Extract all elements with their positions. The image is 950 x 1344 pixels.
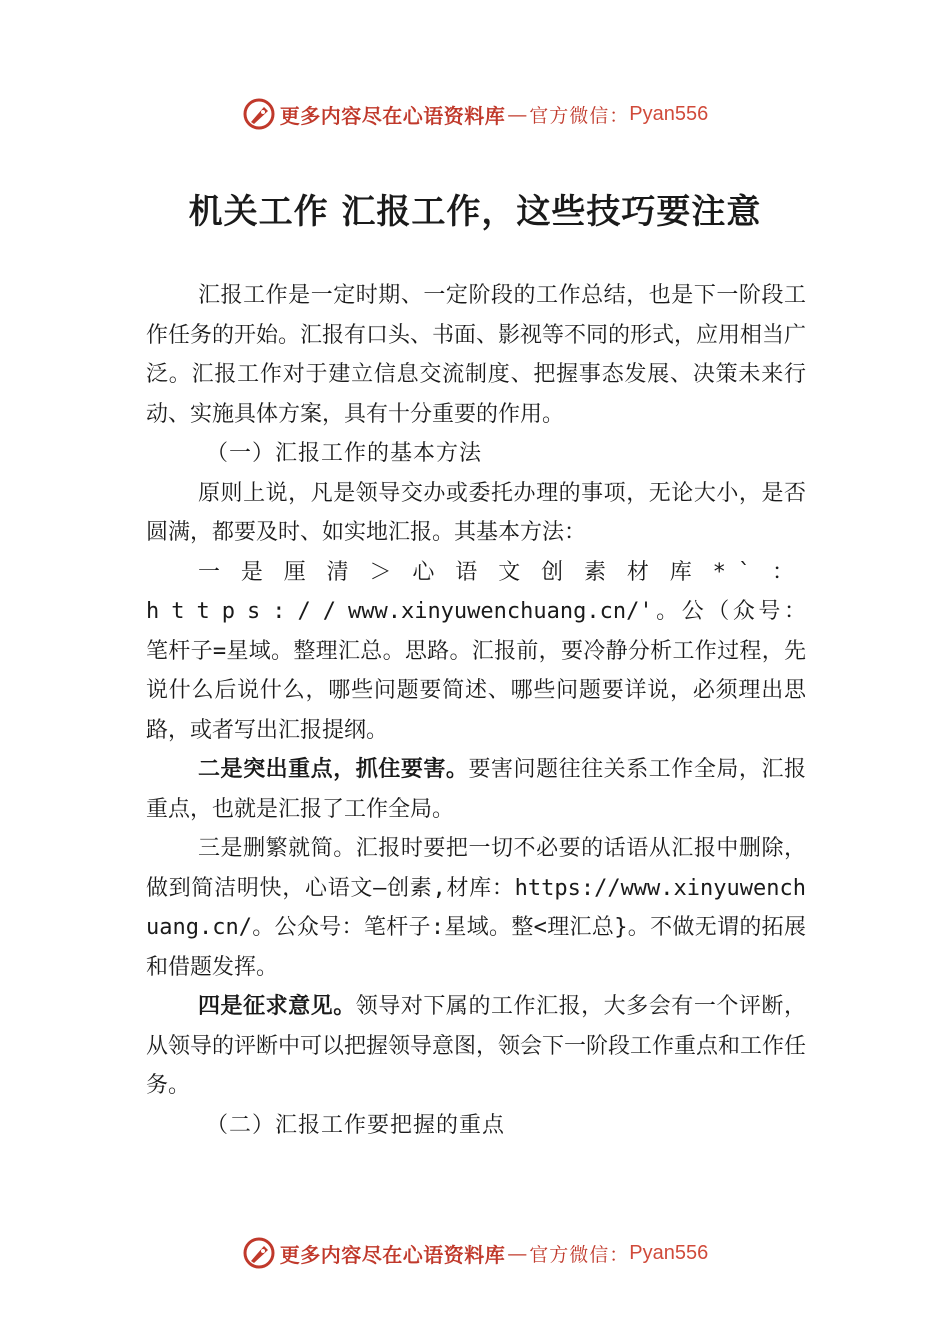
document-body <box>146 276 806 1145</box>
point-1-lead: 一是厘清＞心语文创素材库*`：https:// <box>146 559 806 624</box>
banner-wechat-id: Pyan556 <box>629 1241 709 1264</box>
banner-wechat-id: Pyan556 <box>629 102 709 125</box>
point-4-text: 领导对下属的工作汇报，大多会有一个评断，从领导的评断中可以把握领导意图，领会下一阶段工作重点和工作任务。 <box>146 994 807 1098</box>
footer-banner <box>0 1233 950 1273</box>
point-2-bold: 二是突出重点，抓住要害。 <box>198 757 469 782</box>
pen-nib-icon <box>242 1236 276 1270</box>
point-4-bold: 四是征求意见。 <box>198 994 356 1019</box>
page-title: 机关工作 汇报工作，这些技巧要注意 <box>188 192 762 232</box>
banner-official-label: 官方微信： <box>529 104 630 127</box>
paragraph-point-1 <box>146 553 806 751</box>
paragraph-point-3 <box>146 829 806 987</box>
paragraph-intro: 汇报工作是一定时期、一定阶段的工作总结，也是下一阶段工作任务的开始。汇报有口头、书面、影视等不同的形式，应用相当广泛。汇报工作对于建立信息交流制度、把握事态发展、决策未来行动、实施具体方案，具有十分重要的作用。 <box>146 283 807 427</box>
point-3-url-text: www.xinyuwenchuang.cn/。公众号：笔杆子:星域。整<理汇总}。不做无谓的拓展和借题发挥。 <box>146 875 806 980</box>
point-1-text: www.xinyuwenchuang.cn/'。公（众号：笔杆子=星域。整理汇总。思路。汇报前，要冷静分析工作过程，先说什么后说什么，哪些问题要简述、哪些问题要详说，必须理出思路，或者写出汇报提纲。 <box>146 599 806 743</box>
banner-text: 更多内容尽在心语资料库 <box>279 1242 506 1267</box>
point-3-text: 三是删繁就简。汇报时要把一切不必要的话语从汇报中删除，做到简洁明快，心语文—创素,材库：https:// <box>146 836 806 901</box>
banner-separator: — <box>507 102 528 126</box>
banner-official-label: 官方微信： <box>529 1243 630 1266</box>
banner-separator: — <box>507 1241 528 1265</box>
paragraph-point-2 <box>146 750 806 829</box>
banner-text: 更多内容尽在心语资料库 <box>279 103 506 128</box>
section-heading-1: （一）汇报工作的基本方法 <box>206 441 483 466</box>
section-heading-2: （二）汇报工作要把握的重点 <box>206 1112 506 1138</box>
paragraph-point-4 <box>146 987 806 1106</box>
header-banner <box>0 94 950 134</box>
paragraph-principle: 原则上说，凡是领导交办或委托办理的事项，无论大小，是否圆满，都要及时、如实地汇报。其基本方法： <box>146 480 806 545</box>
point-2-text: 要害问题往往关系工作全局，汇报重点，也就是汇报了工作全局。 <box>146 757 806 822</box>
pen-nib-icon <box>242 97 276 131</box>
